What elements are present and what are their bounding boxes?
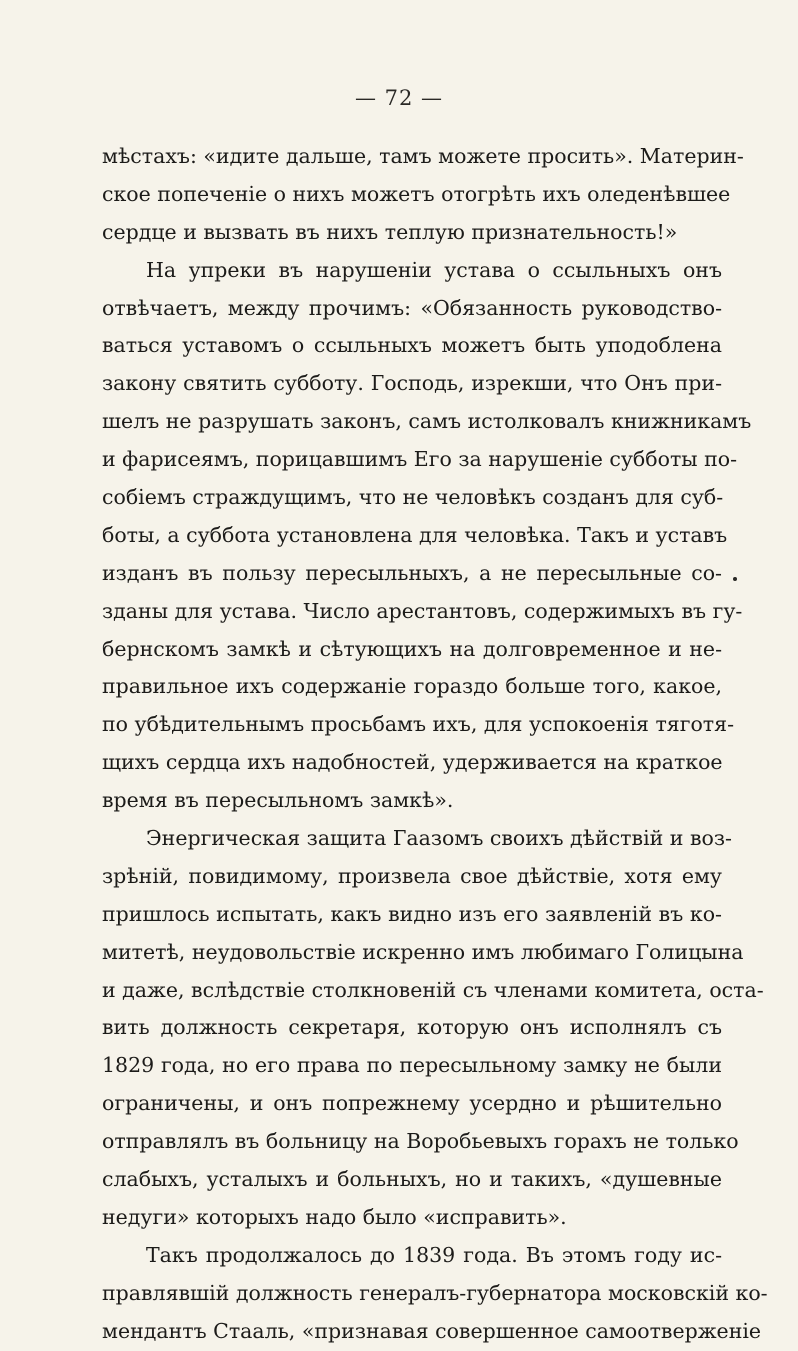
text-line: боты, а суббота установлена для человѣка. Такъ и уставъ — [102, 522, 728, 547]
text-line: щихъ сердца ихъ надобностей, удерживается на краткое — [102, 750, 723, 775]
text-line: бернскомъ замкѣ и сѣтующихъ на долговременное и не- — [102, 636, 722, 661]
text-line: зданы для устава. Число арестантовъ, содержимыхъ въ гу- — [102, 598, 743, 623]
body-text — [102, 138, 768, 1351]
text-line: ограничены, и онъ попрежнему усердно и рѣшительно — [102, 1091, 722, 1116]
text-line: слабыхъ, усталыхъ и больныхъ, но и такихъ, «душевные — [102, 1167, 722, 1192]
text-line: время въ пересыльномъ замкѣ». — [102, 788, 454, 813]
text-line: правильное ихъ содержаніе гораздо больше того, какое, — [102, 674, 722, 699]
text-line: сердце и вызвать въ нихъ теплую признательность!» — [102, 219, 678, 244]
text-line: Такъ продолжалось до 1839 года. Въ этомъ году ис- — [146, 1242, 722, 1267]
text-line: митетѣ, неудовольствіе искренно имъ любимаго Голицына — [102, 939, 744, 964]
text-line: зрѣній, повидимому, произвела свое дѣйствіе, хотя ему — [102, 863, 722, 888]
text-line: 1829 года, но его права по пересыльному замку не были — [102, 1053, 722, 1078]
text-line: вить должность секретаря, которую онъ исполнялъ съ — [102, 1015, 722, 1040]
text-line: ское попеченіе о нихъ можетъ отогрѣть ихъ оледенѣвшее — [102, 181, 731, 206]
text-line: отправлялъ въ больницу на Воробьевыхъ горахъ не только — [102, 1129, 739, 1154]
text-line: Энергическая защита Гаазомъ своихъ дѣйствій и воз- — [146, 826, 732, 851]
text-line: закону святить субботу. Господь, изрекши, что Онъ при- — [102, 371, 722, 396]
text-line: мѣстахъ: «идите дальше, тамъ можете просить». Материн- — [102, 144, 744, 168]
text-line: отвѣчаетъ, между прочимъ: «Обязанность руководство- — [102, 295, 722, 320]
text-line: изданъ въ пользу пересыльныхъ, а не пересыльные со- — [102, 560, 722, 585]
text-line: и даже, вслѣдствіе столкновеній съ членами комитета, оста- — [102, 977, 764, 1002]
text-line: и фарисеямъ, порицавшимъ Его за нарушеніе субботы по- — [102, 447, 738, 472]
text-line: мендантъ Стааль, «признавая совершенное самоотверженіе — [102, 1318, 762, 1343]
text-line: На упреки въ нарушеніи устава о ссыльныхъ онъ — [146, 257, 722, 282]
text-line: шелъ не разрушать законъ, самъ истолковалъ книжникамъ — [102, 409, 752, 434]
text-line: недуги» которыхъ надо было «исправить». — [102, 1204, 567, 1229]
text-line: по убѣдительнымъ просьбамъ ихъ, для успокоенія тяготя- — [102, 712, 735, 737]
text-line: пришлось испытать, какъ видно изъ его заявленій въ ко- — [102, 901, 722, 926]
text-line: ваться уставомъ о ссыльныхъ можетъ быть уподоблена — [102, 333, 722, 358]
text-line: собіемъ страждущимъ, что не человѣкъ созданъ для суб- — [102, 485, 724, 510]
text-line: правлявшій должность генералъ-губернатора московскій ко- — [102, 1280, 768, 1305]
margin-mark — [733, 577, 737, 581]
page-number: — 72 — — [354, 86, 444, 110]
